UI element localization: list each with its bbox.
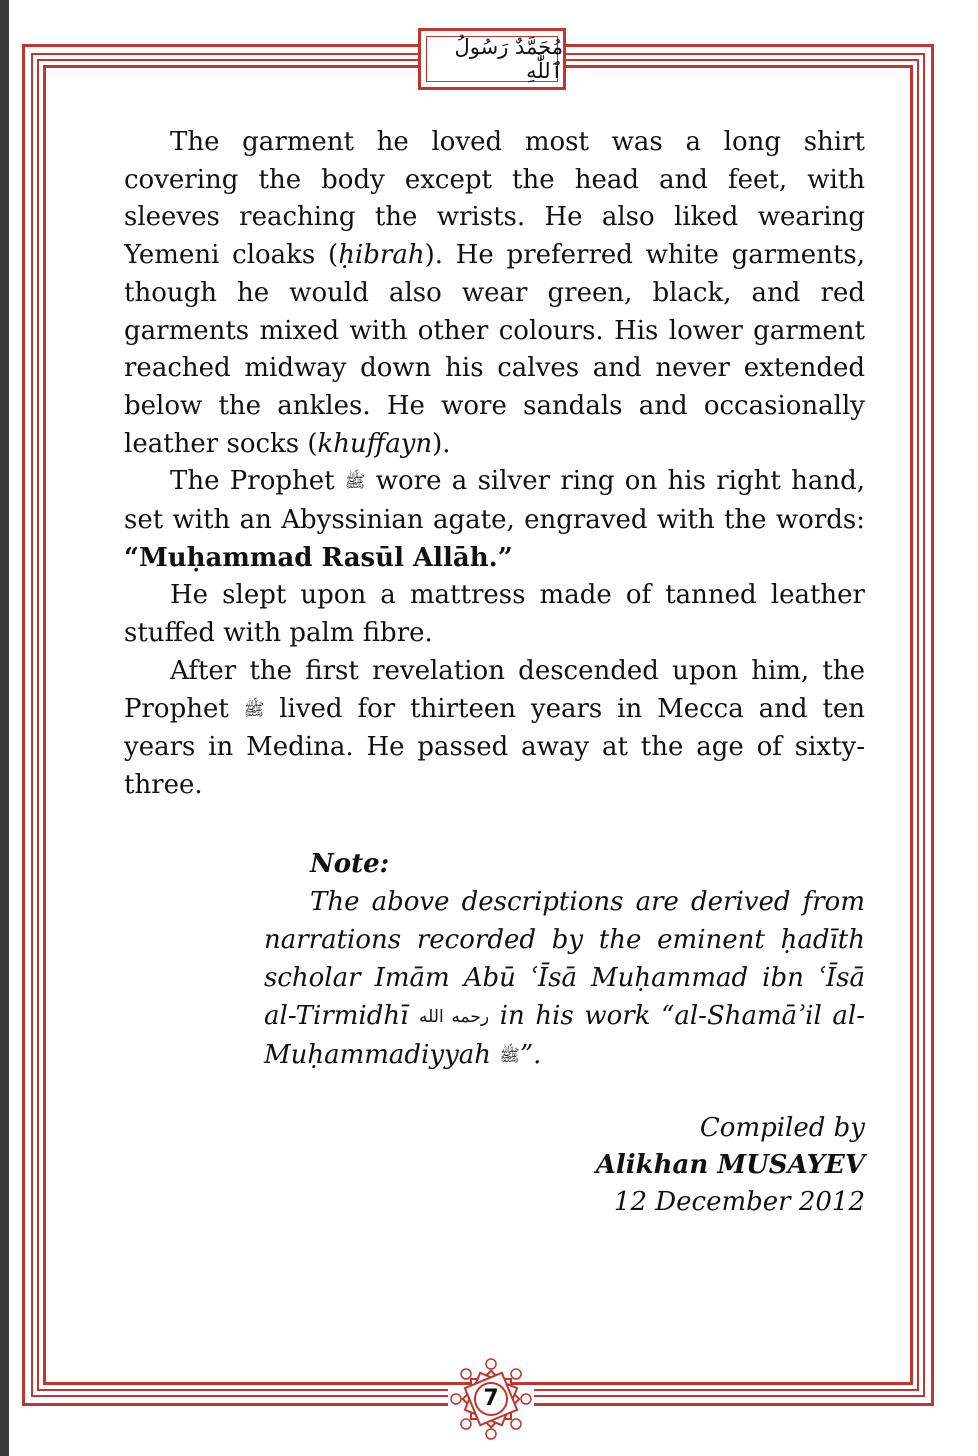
paragraph-mattress xyxy=(124,577,865,652)
note-text-part: in his work “al-Shamāʾil al-Muḥammadiyyah xyxy=(264,1001,865,1070)
note-block xyxy=(264,845,865,1075)
term-hibrah: ḥibrah xyxy=(338,240,425,271)
paragraph-text: He slept upon a mattress made of tanned leather stuffed with palm fibre. xyxy=(124,580,865,649)
honorific-glyph: ﷺ xyxy=(243,699,265,720)
honorific-glyph: ﷺ xyxy=(344,472,366,493)
ring-inscription: “Muḥammad Rasūl Allāh.” xyxy=(124,542,513,573)
paragraph-text: wore a silver ring on his right hand, set with an Abyssinian agate, engraved with the words: xyxy=(124,466,865,536)
compiled-date: 12 December 2012 xyxy=(613,1187,865,1217)
note-title: Note: xyxy=(310,849,390,879)
viewer-window-edge xyxy=(0,0,9,1456)
paragraph-revelation xyxy=(124,653,865,805)
paragraph-text: lived for thirteen years in Mecca and ten years in Medina. He passed away at the age of sixty-three. xyxy=(124,693,866,800)
paragraph-text: The Prophet xyxy=(170,466,335,497)
note-text-part: ”. xyxy=(519,1040,542,1070)
paragraph-text: ). xyxy=(432,428,451,459)
header-arabic-title: مُحَمَّدٌ رَسُولُ ٱللَّٰهِ xyxy=(454,35,563,83)
paragraph-text: ). He preferred white garments, though he would also wear green, black, and red garments mixed with other colours. His lower garment reached midway down his calves and never extended below the ankles. He wore sandals and occasionally leather socks ( xyxy=(124,240,865,459)
paragraph-ring xyxy=(124,463,865,577)
compiled-by-label: Compiled by xyxy=(699,1113,865,1143)
honorific-glyph: رحمه الله xyxy=(419,1007,490,1027)
signature-block xyxy=(596,1110,865,1221)
paragraph-garments xyxy=(124,124,865,463)
header-title-box xyxy=(418,28,566,90)
honorific-glyph: ﷺ xyxy=(499,1046,520,1066)
author-name: Alikhan MUSAYEV xyxy=(595,1150,865,1180)
note-text xyxy=(264,883,865,1075)
term-khuffayn: khuffayn xyxy=(317,428,433,459)
note-text-part: The above descriptions are derived from narrations recorded by the eminent ḥadīth scholar Imām Abū ʿĪsā Muḥammad ibn ʿĪsā al-Tirmidhī xyxy=(264,887,865,1031)
paragraph-text: After the first revelation descended upon him, the Prophet xyxy=(124,655,865,724)
paragraph-text: The garment he loved most was a long shirt covering the body except the head and feet, with sleeves reaching the wrists. He also liked wearing Yemeni cloaks ( xyxy=(124,127,865,271)
page-body xyxy=(124,124,865,805)
page-number: 7 xyxy=(483,1386,499,1411)
